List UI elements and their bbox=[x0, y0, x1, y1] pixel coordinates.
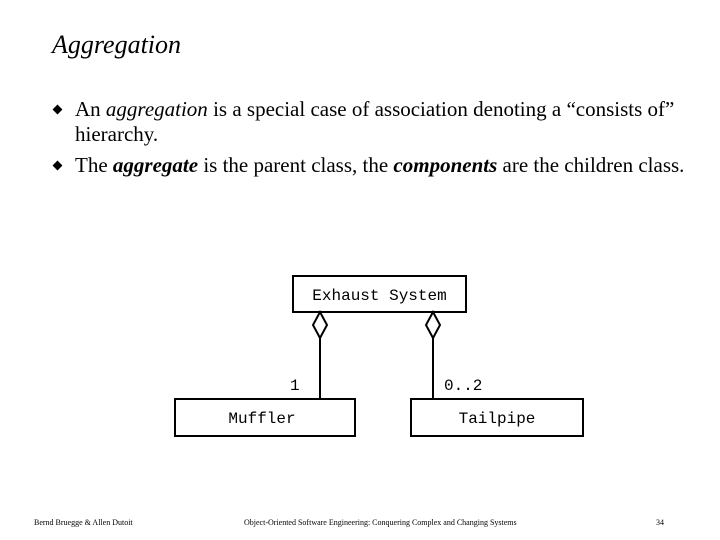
bullet-item: An aggregation is a special case of association denoting a “consists of” hierarchy. bbox=[52, 97, 692, 147]
bullet-item: The aggregate is the parent class, the components are the children class. bbox=[52, 153, 692, 178]
term-aggregate: aggregate bbox=[112, 153, 199, 177]
footer-book-title: Object-Oriented Software Engineering: Conquering Complex and Changing Systems bbox=[244, 518, 517, 527]
slide-title: Aggregation bbox=[52, 30, 182, 59]
child-class-label-tailpipe: Tailpipe bbox=[458, 410, 536, 428]
parent-class-label: Exhaust System bbox=[312, 287, 447, 305]
aggregation-diamond-left bbox=[313, 312, 327, 338]
multiplicity-tailpipe: 0..2 bbox=[444, 377, 483, 395]
multiplicity-muffler: 1 bbox=[290, 377, 300, 395]
term-components: components bbox=[393, 153, 498, 177]
term-aggregation: aggregation bbox=[105, 97, 208, 121]
aggregation-diamond-right bbox=[426, 312, 440, 338]
footer-page-number: 34 bbox=[656, 518, 664, 527]
footer-authors: Bernd Bruegge & Allen Dutoit bbox=[34, 518, 133, 527]
child-class-label-muffler: Muffler bbox=[228, 410, 296, 428]
